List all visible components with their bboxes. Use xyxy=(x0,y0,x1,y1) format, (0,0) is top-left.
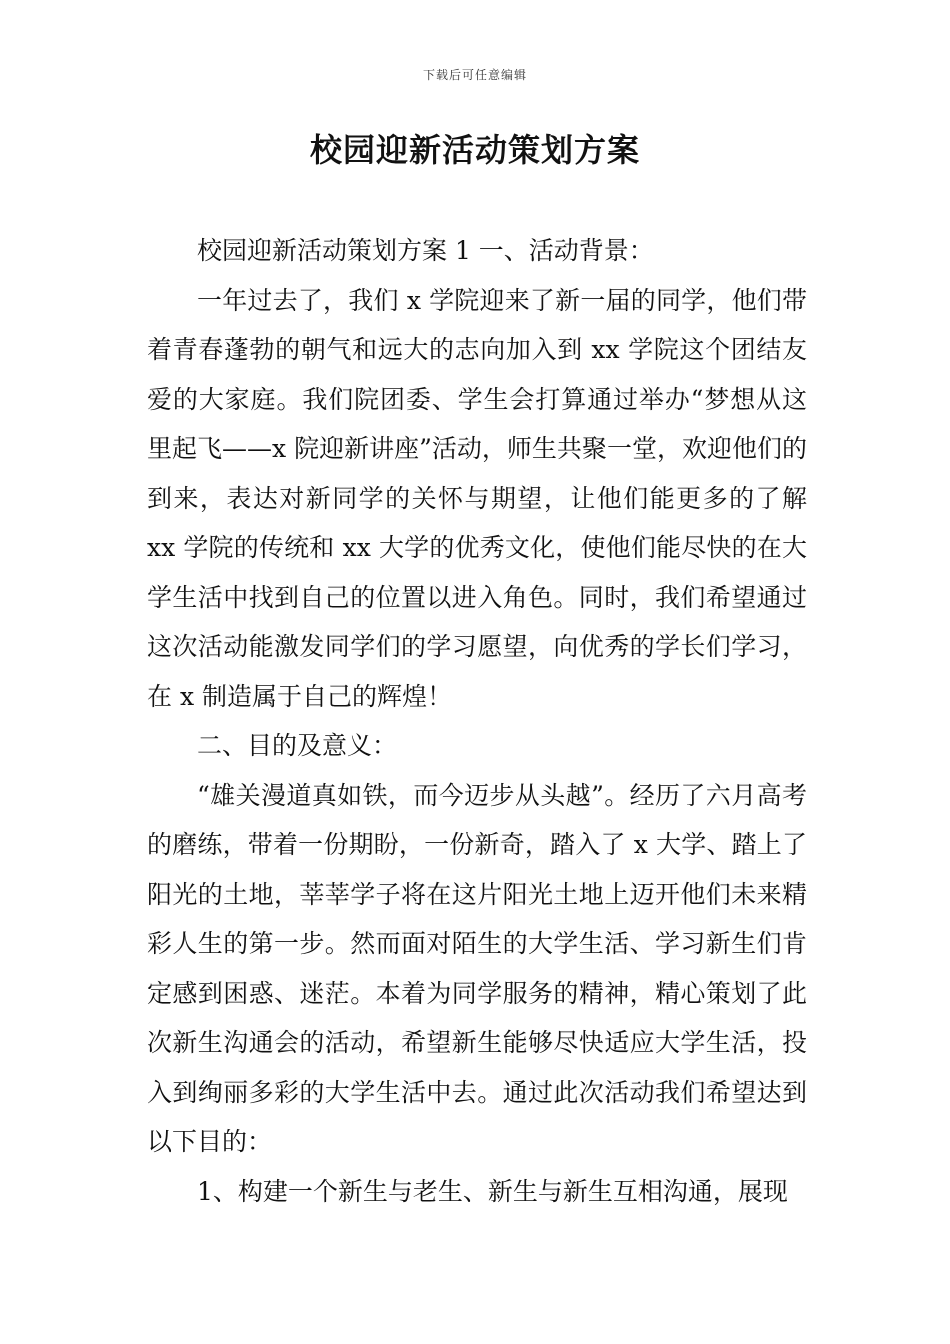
paragraph-intro: 校园迎新活动策划方案 1 一、活动背景： xyxy=(197,236,654,265)
paragraph-background: 一年过去了，我们 x 学院迎来了新一届的同学，他们带着青春蓬勃的朝气和远大的志向加入到 xx 学院这个团结友爱的大家庭。我们院团委、学生会打算通过举办“梦想从这里起飞——x 院迎新讲座”活动，师生共聚一堂，欢迎他们的到来，表达对新同学的关怀与期望，让他们能更多的了解 xx 学院的传统和 xx 大学的优秀文化，使他们能尽快的在大学生活中找到自己的位置以进入角色。同时，我们希望通过这次活动能激发同学们的学习愿望，向优秀的学长们学习，在 x 制造属于自己的辉煌！ xyxy=(147,285,807,711)
document-body xyxy=(147,226,807,1216)
document-title: 校园迎新活动策划方案 xyxy=(309,131,640,169)
paragraph-goal-1: 1、构建一个新生与老生、新生与新生互相沟通，展现 xyxy=(197,1176,788,1206)
header-note: 下载后可任意编辑 xyxy=(422,68,527,82)
paragraph-section-heading: 二、目的及意义： xyxy=(197,731,398,760)
paragraph-purpose: “雄关漫道真如铁，而今迈步从头越”。经历了六月高考的磨练，带着一份期盼，一份新奇，踏入了 x 大学、踏上了阳光的土地，莘莘学子将在这片阳光土地上迈开他们未来精彩人生的第一步。然而面对陌生的大学生活、学习新生们肯定感到困惑、迷茫。本着为同学服务的精神，精心策划了此次新生沟通会的活动，希望新生能够尽快适应大学生活，投入到绚丽多彩的大学生活中去。通过此次活动我们希望达到以下目的： xyxy=(147,780,807,1156)
